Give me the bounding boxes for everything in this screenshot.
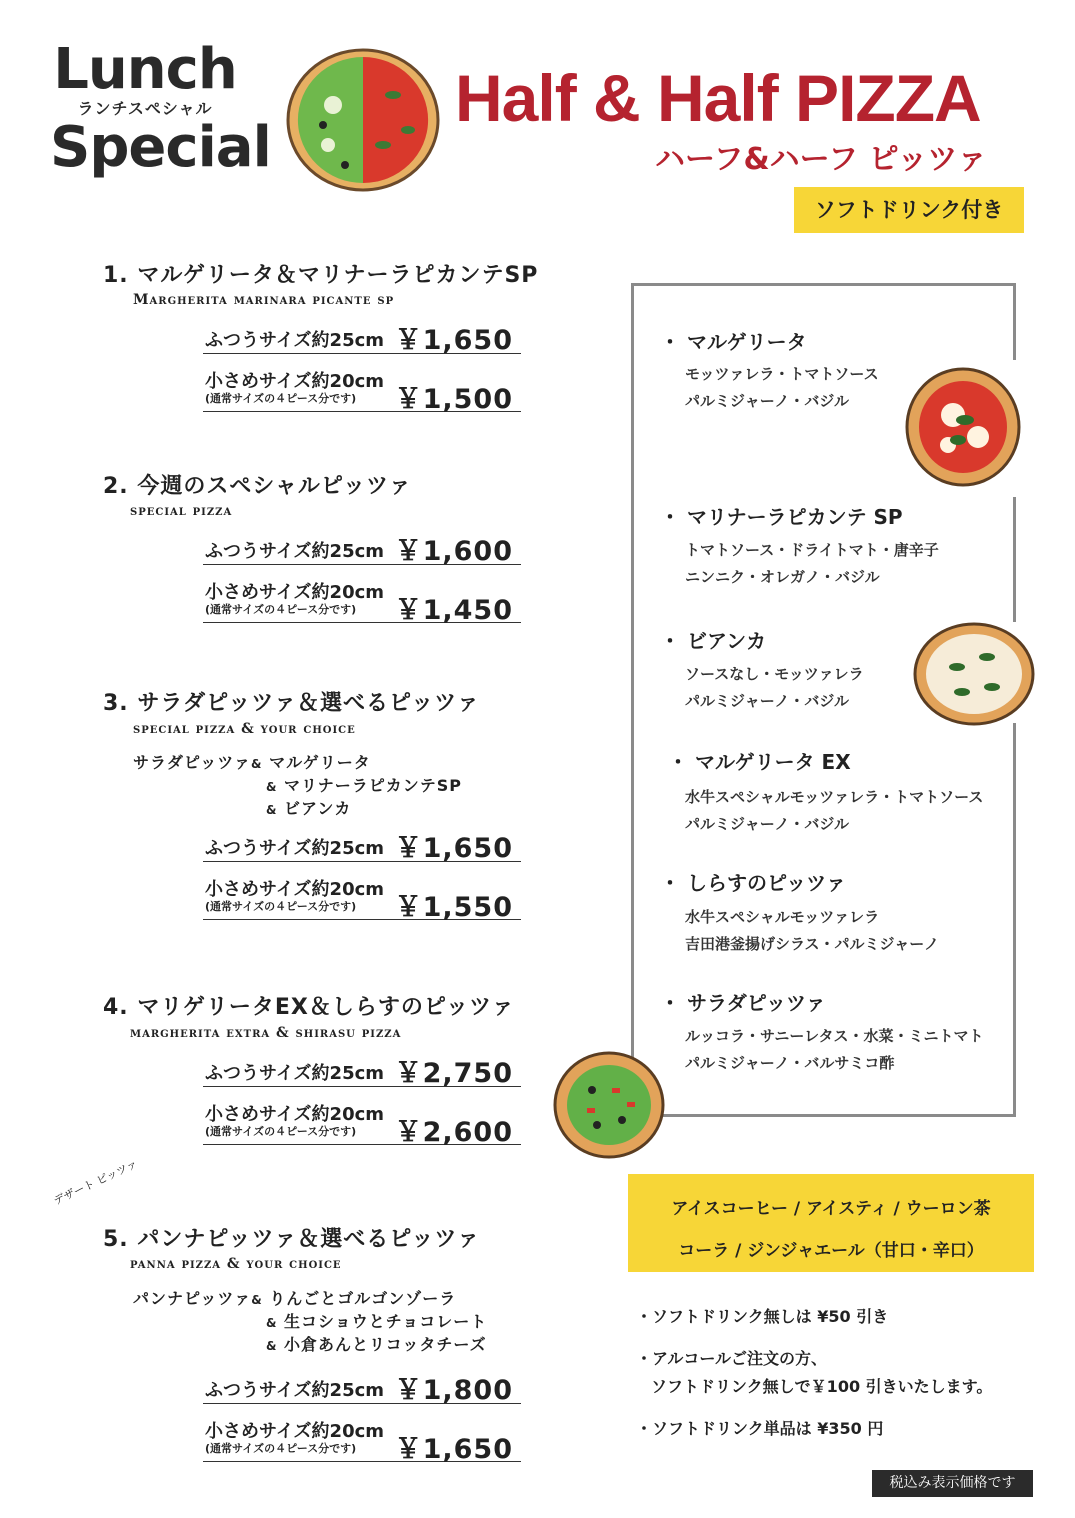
special-word: Special	[50, 115, 271, 180]
topping-1-name: ・ マルゲリータ	[660, 330, 807, 354]
size-label: 小さめサイズ約20cm	[205, 879, 385, 900]
size-label: 小さめサイズ約20cm	[205, 1104, 385, 1125]
price: ￥2,750	[394, 1058, 513, 1089]
tax-included-label: 税込み表示価格です	[872, 1470, 1033, 1497]
price: ￥1,550	[394, 892, 513, 923]
amp: &	[266, 1316, 278, 1330]
menu-item-3-choice-2	[266, 773, 462, 796]
menu-item-1-title: 1. マルゲリータ＆マリナーラピカンテSP	[103, 263, 539, 288]
bianca-pizza-image	[912, 622, 1037, 727]
choice-option: りんごとゴルゴンゾーラ	[269, 1289, 457, 1308]
note-drink-single: ・ソフトドリンク単品は ¥350 円	[636, 1419, 884, 1438]
topping-4-name: ・ マルゲリータ EX	[668, 750, 851, 774]
choice-base: サラダピッツァ	[133, 753, 252, 772]
amp: &	[251, 757, 263, 771]
size-note: (通常サイズの４ピース分です)	[205, 900, 357, 913]
choice-option: マルゲリータ	[269, 753, 371, 772]
topping-desc-line: ルッコラ・サニーレタス・水菜・ミニトマト	[685, 1027, 984, 1045]
menu-item-1-small-row	[203, 365, 521, 415]
page-title-jp: ハーフ&ハーフ ピッツァ	[655, 142, 988, 177]
price: ￥1,800	[394, 1375, 513, 1406]
topping-3-desc	[685, 661, 864, 715]
amp: &	[266, 1339, 278, 1353]
choice-option: 小倉あんとリコッタチーズ	[284, 1335, 487, 1354]
topping-desc-line: パルミジャーノ・バジル	[685, 815, 850, 833]
panel-border-right	[1013, 497, 1016, 622]
size-label: ふつうサイズ約25cm	[205, 838, 385, 859]
salad-pizza-image	[552, 1050, 667, 1160]
menu-item-2-en: special pizza	[130, 503, 233, 519]
choice-option: 生コショウとチョコレート	[284, 1312, 488, 1331]
drinks-line-2: コーラ / ジンジャエール（甘口・辛口）	[678, 1241, 984, 1261]
menu-item-5-choice-3	[266, 1332, 487, 1355]
amp: &	[251, 1293, 263, 1307]
menu-item-5-small-row	[203, 1415, 521, 1465]
menu-item-4-en: margherita extra & shirasu pizza	[130, 1025, 402, 1041]
topping-5-desc	[685, 904, 939, 958]
half-half-pizza-image	[283, 45, 443, 195]
topping-desc-line: 水牛スペシャルモッツァレラ	[685, 908, 880, 926]
menu-item-1-en: Margherita marinara picante sp	[133, 292, 395, 308]
size-note: (通常サイズの４ピース分です)	[205, 392, 357, 405]
topping-desc-line: パルミジャーノ・バルサミコ酢	[685, 1054, 895, 1072]
margherita-pizza-image	[903, 365, 1023, 490]
price: ￥1,650	[394, 833, 513, 864]
topping-desc-line: ソースなし・モッツァレラ	[685, 665, 864, 683]
price: ￥2,600	[394, 1117, 513, 1148]
topping-desc-line: 吉田港釜揚げシラス・パルミジャーノ	[685, 935, 939, 953]
note-no-drink: ・ソフトドリンク無しは ¥50 引き	[636, 1307, 889, 1326]
topping-desc-line: パルミジャーノ・バジル	[685, 392, 850, 410]
topping-2-desc	[685, 537, 939, 591]
topping-5-name: ・ しらすのピッツァ	[660, 871, 846, 895]
size-note: (通常サイズの４ピース分です)	[205, 1125, 357, 1138]
topping-1-desc	[685, 361, 879, 415]
lunch-word: Lunch	[53, 37, 237, 102]
menu-item-4-title: 4. マリゲリータEX＆しらすのピッツァ	[103, 995, 515, 1020]
menu-item-2-small-row	[203, 576, 521, 626]
choice-option: マリナーラピカンテSP	[284, 776, 462, 795]
topping-desc-line: トマトソース・ドライトマト・唐辛子	[685, 541, 939, 559]
menu-item-2-regular-row	[203, 531, 521, 565]
topping-3-name: ・ ビアンカ	[660, 629, 767, 653]
drinks-box	[628, 1174, 1034, 1272]
menu-item-5-en: panna pizza & your choice	[130, 1256, 342, 1272]
menu-item-1-regular-row	[203, 320, 521, 354]
amp: &	[266, 803, 278, 817]
menu-item-3-small-row	[203, 873, 521, 923]
size-note: (通常サイズの４ピース分です)	[205, 603, 357, 616]
page-title: Half & Half PIZZA	[455, 61, 981, 135]
size-label: 小さめサイズ約20cm	[205, 582, 385, 603]
menu-item-4-small-row	[203, 1098, 521, 1148]
price: ￥1,450	[394, 595, 513, 626]
size-label: ふつうサイズ約25cm	[205, 541, 385, 562]
lunch-sub: ランチスペシャル	[77, 99, 213, 118]
price: ￥1,500	[394, 384, 513, 415]
note-alcohol-2: ソフトドリンク無しで￥100 引きいたします。	[651, 1377, 993, 1396]
size-label: ふつうサイズ約25cm	[205, 1380, 385, 1401]
panel-border-right	[1013, 283, 1016, 360]
size-label: 小さめサイズ約20cm	[205, 1421, 385, 1442]
topping-desc-line: 水牛スペシャルモッツァレラ・トマトソース	[685, 788, 984, 806]
size-label: ふつうサイズ約25cm	[205, 330, 385, 351]
price: ￥1,650	[394, 1434, 513, 1465]
size-note: (通常サイズの４ピース分です)	[205, 1442, 357, 1455]
menu-item-5-title: 5. パンナピッツァ＆選べるピッツァ	[103, 1227, 481, 1252]
topping-6-desc	[685, 1023, 984, 1077]
topping-4-desc	[685, 784, 983, 838]
topping-6-name: ・ サラダピッツァ	[660, 991, 826, 1015]
amp: &	[266, 780, 278, 794]
topping-desc-line: モッツァレラ・トマトソース	[685, 365, 879, 383]
choice-base: パンナピッツァ	[133, 1289, 252, 1308]
dessert-pizza-tag: デザート ピッツァ	[51, 1157, 140, 1208]
soft-drink-badge: ソフトドリンク付き	[794, 187, 1024, 233]
topping-desc-line: パルミジャーノ・バジル	[685, 692, 850, 710]
drinks-line-1: アイスコーヒー / アイスティ / ウーロン茶	[671, 1199, 991, 1219]
menu-item-3-title: 3. サラダピッツァ＆選べるピッツァ	[103, 691, 480, 716]
menu-item-5-regular-row	[203, 1370, 521, 1404]
size-label: ふつうサイズ約25cm	[205, 1063, 385, 1084]
panel-border-right	[1013, 723, 1016, 1117]
menu-item-3-en: special pizza & your choice	[133, 721, 356, 737]
topping-2-name: ・ マリナーラピカンテ SP	[660, 505, 903, 529]
menu-item-5-choice-1	[133, 1286, 456, 1309]
price: ￥1,600	[394, 536, 513, 567]
menu-item-2-title: 2. 今週のスペシャルピッツァ	[103, 474, 412, 499]
menu-item-3-regular-row	[203, 828, 521, 862]
menu-item-3-choice-1	[133, 750, 371, 773]
note-alcohol: ・アルコールご注文の方、	[636, 1349, 828, 1368]
size-label: 小さめサイズ約20cm	[205, 371, 385, 392]
lunch-special-logo	[50, 37, 271, 180]
choice-option: ビアンカ	[284, 799, 352, 818]
menu-item-3-choice-3	[266, 796, 351, 819]
topping-desc-line: ニンニク・オレガノ・バジル	[685, 568, 880, 586]
menu-item-4-regular-row	[203, 1053, 521, 1087]
menu-item-5-choice-2	[266, 1309, 487, 1332]
price: ￥1,650	[394, 325, 513, 356]
